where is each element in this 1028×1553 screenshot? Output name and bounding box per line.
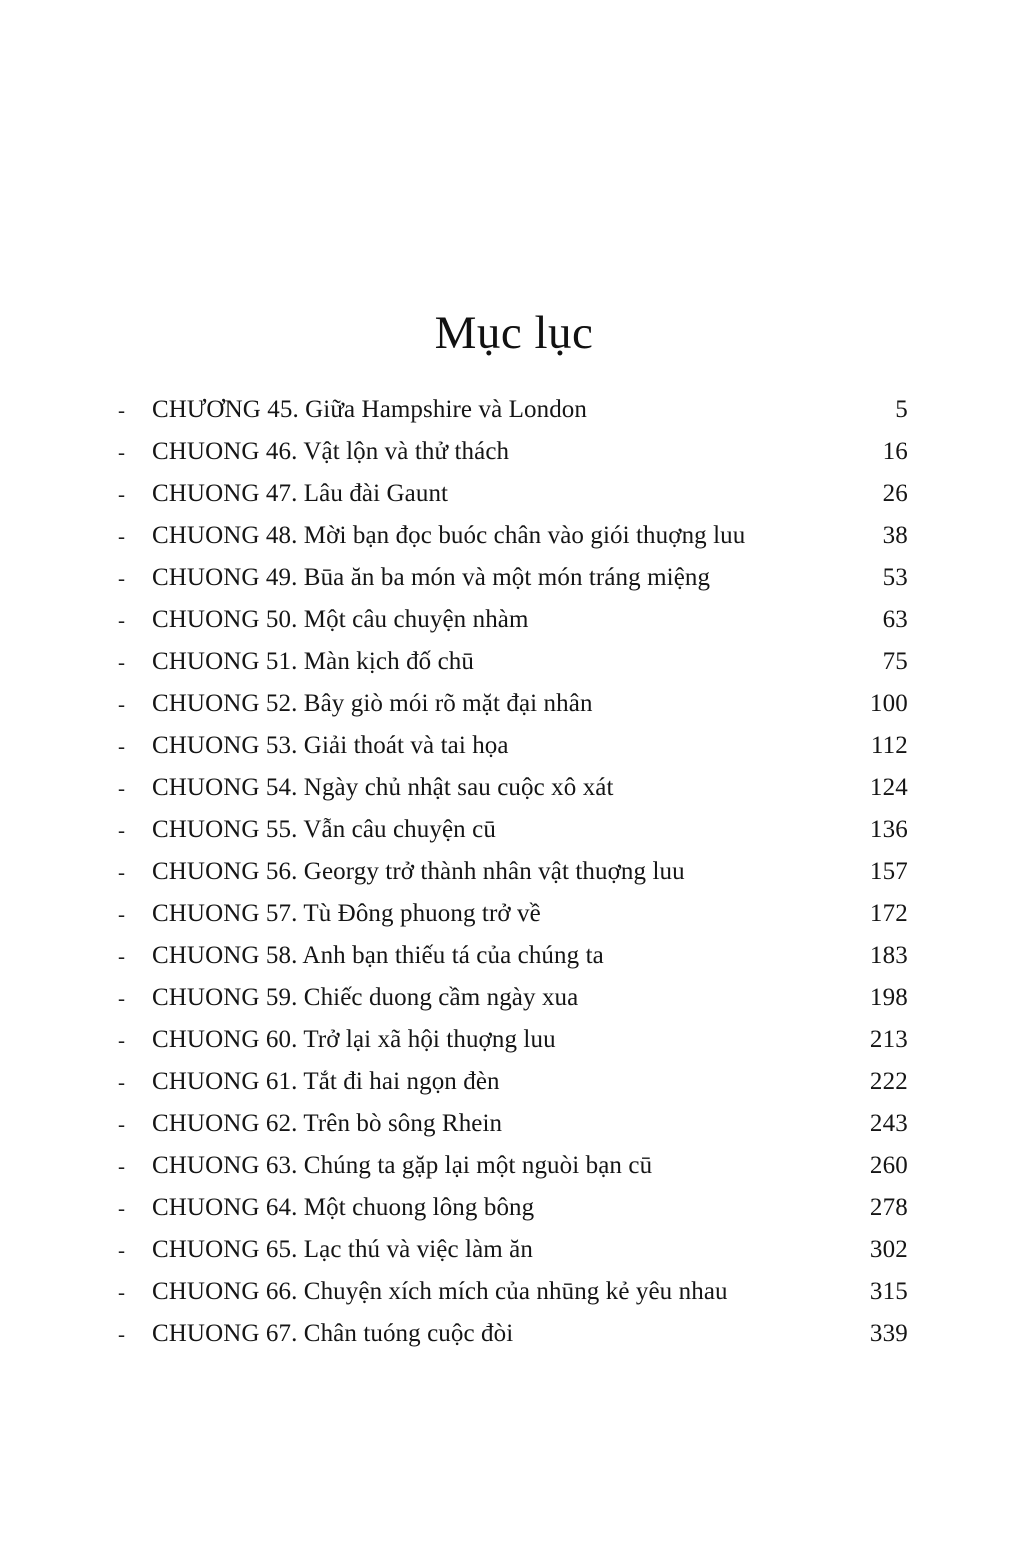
dash-bullet-icon: - xyxy=(118,440,125,464)
toc-entry-page-number: 157 xyxy=(869,858,908,885)
table-of-contents-list xyxy=(118,389,908,1355)
toc-entry[interactable] xyxy=(118,725,908,767)
toc-entry-label: CHUONG 56. Georgy trở thành nhân vật thuợng luu xyxy=(152,858,685,885)
toc-entry-label: CHUONG 50. Một câu chuyện nhàm xyxy=(152,606,529,633)
toc-entry-label: CHƯƠNG 45. Giữa Hampshire và London xyxy=(152,396,587,423)
toc-entry-page-number: 112 xyxy=(870,732,908,759)
toc-entry[interactable] xyxy=(118,1019,908,1061)
toc-entry-page-number: 172 xyxy=(869,900,908,927)
toc-entry[interactable] xyxy=(118,515,908,557)
toc-entry-label: CHUONG 57. Tù Đông phuong trở về xyxy=(152,900,541,927)
dash-bullet-icon: - xyxy=(118,1280,125,1304)
dash-bullet-icon: - xyxy=(118,818,125,842)
toc-entry[interactable] xyxy=(118,641,908,683)
toc-entry[interactable] xyxy=(118,557,908,599)
toc-entry-page-number: 75 xyxy=(882,648,908,675)
toc-entry-label: CHUONG 67. Chân tuóng cuộc đòi xyxy=(152,1320,514,1347)
toc-entry-label: CHUONG 47. Lâu đài Gaunt xyxy=(152,480,449,507)
dash-bullet-icon: - xyxy=(118,1028,125,1052)
toc-entry-label: CHUONG 63. Chúng ta gặp lại một nguòi bạn cū xyxy=(152,1152,653,1179)
toc-entry-page-number: 222 xyxy=(869,1068,908,1095)
toc-entry[interactable] xyxy=(118,389,908,431)
dash-bullet-icon: - xyxy=(118,566,125,590)
dash-bullet-icon: - xyxy=(118,944,125,968)
toc-entry-page-number: 63 xyxy=(882,606,908,633)
toc-entry-label: CHUONG 62. Trên bò sông Rhein xyxy=(152,1110,503,1137)
toc-entry-label: CHUONG 55. Vẫn câu chuyện cū xyxy=(152,816,496,843)
dash-bullet-icon: - xyxy=(118,1112,125,1136)
toc-entry-page-number: 315 xyxy=(869,1278,908,1305)
dash-bullet-icon: - xyxy=(118,902,125,926)
toc-entry-label: CHUONG 48. Mời bạn đọc buóc chân vào giói thuợng luu xyxy=(152,522,746,549)
toc-entry[interactable] xyxy=(118,473,908,515)
page-title: Mục lục xyxy=(434,307,594,360)
dash-bullet-icon: - xyxy=(118,524,125,548)
dash-bullet-icon: - xyxy=(118,734,125,758)
toc-entry[interactable] xyxy=(118,1061,908,1103)
dash-bullet-icon: - xyxy=(118,692,125,716)
toc-entry-page-number: 243 xyxy=(869,1110,908,1137)
toc-entry-page-number: 260 xyxy=(869,1152,908,1179)
toc-entry-page-number: 183 xyxy=(869,942,908,969)
toc-entry-page-number: 53 xyxy=(882,564,908,591)
toc-entry[interactable] xyxy=(118,1187,908,1229)
dash-bullet-icon: - xyxy=(118,1238,125,1262)
toc-entry[interactable] xyxy=(118,1103,908,1145)
toc-entry-label: CHUONG 46. Vật lộn và thử thách xyxy=(152,438,510,465)
toc-entry-page-number: 198 xyxy=(869,984,908,1011)
toc-entry[interactable] xyxy=(118,935,908,977)
toc-entry-label: CHUONG 59. Chiếc duong cầm ngày xua xyxy=(152,984,579,1011)
toc-entry-label: CHUONG 53. Giải thoát và tai họa xyxy=(152,732,509,759)
toc-entry-label: CHUONG 64. Một chuong lông bông xyxy=(152,1194,535,1221)
toc-entry-page-number: 278 xyxy=(869,1194,908,1221)
toc-entry[interactable] xyxy=(118,851,908,893)
toc-entry-page-number: 100 xyxy=(869,690,908,717)
dash-bullet-icon: - xyxy=(118,1322,125,1346)
toc-entry-page-number: 339 xyxy=(869,1320,908,1347)
toc-entry[interactable] xyxy=(118,1313,908,1355)
toc-entry-label: CHUONG 52. Bây giò mói rõ mặt đại nhân xyxy=(152,690,593,717)
toc-entry[interactable] xyxy=(118,809,908,851)
toc-entry-page-number: 26 xyxy=(882,480,908,507)
dash-bullet-icon: - xyxy=(118,1070,125,1094)
dash-bullet-icon: - xyxy=(118,482,125,506)
toc-entry-label: CHUONG 51. Màn kịch đố chū xyxy=(152,648,475,675)
toc-entry-label: CHUONG 49. Būa ăn ba món và một món tráng miệng xyxy=(152,564,711,591)
toc-entry-label: CHUONG 66. Chuyện xích mích của nhūng kẻ yêu nhau xyxy=(152,1278,728,1305)
dash-bullet-icon: - xyxy=(118,860,125,884)
toc-entry-page-number: 5 xyxy=(895,396,908,423)
toc-entry-label: CHUONG 54. Ngày chủ nhật sau cuộc xô xát xyxy=(152,774,614,801)
toc-entry-page-number: 302 xyxy=(869,1236,908,1263)
dash-bullet-icon: - xyxy=(118,608,125,632)
dash-bullet-icon: - xyxy=(118,986,125,1010)
toc-entry-page-number: 38 xyxy=(882,522,908,549)
toc-entry[interactable] xyxy=(118,767,908,809)
toc-entry[interactable] xyxy=(118,683,908,725)
toc-entry-page-number: 136 xyxy=(869,816,908,843)
dash-bullet-icon: - xyxy=(118,650,125,674)
toc-entry[interactable] xyxy=(118,1271,908,1313)
toc-entry[interactable] xyxy=(118,599,908,641)
toc-entry[interactable] xyxy=(118,1229,908,1271)
toc-entry-label: CHUONG 60. Trở lại xã hội thuợng luu xyxy=(152,1026,556,1053)
toc-entry-label: CHUONG 61. Tắt đi hai ngọn đèn xyxy=(152,1068,500,1095)
toc-entry-label: CHUONG 65. Lạc thú và việc làm ăn xyxy=(152,1236,533,1263)
dash-bullet-icon: - xyxy=(118,776,125,800)
toc-entry-label: CHUONG 58. Anh bạn thiếu tá của chúng ta xyxy=(152,942,604,969)
dash-bullet-icon: - xyxy=(118,1196,125,1220)
toc-entry[interactable] xyxy=(118,431,908,473)
toc-entry[interactable] xyxy=(118,893,908,935)
dash-bullet-icon: - xyxy=(118,1154,125,1178)
toc-entry[interactable] xyxy=(118,977,908,1019)
dash-bullet-icon: - xyxy=(118,398,125,422)
toc-entry-page-number: 213 xyxy=(869,1026,908,1053)
toc-entry-page-number: 16 xyxy=(882,438,908,465)
toc-entry-page-number: 124 xyxy=(869,774,908,801)
toc-entry[interactable] xyxy=(118,1145,908,1187)
